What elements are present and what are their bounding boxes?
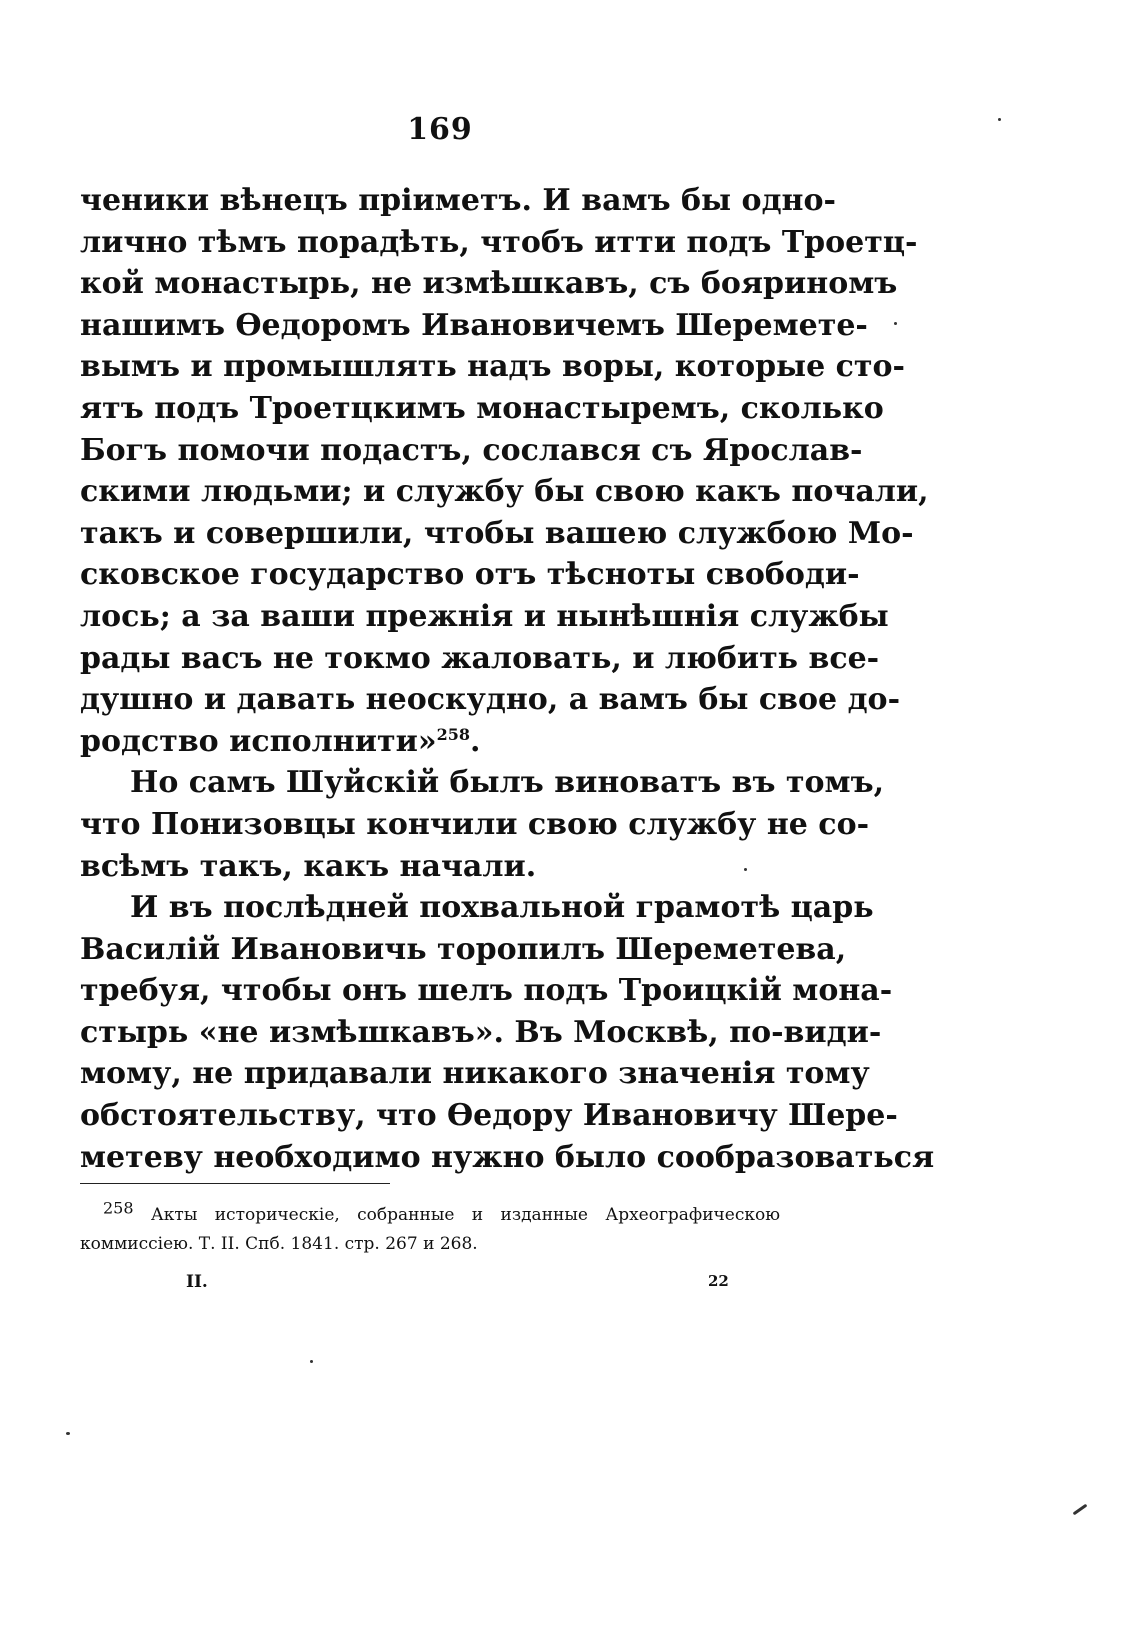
text-line: всѣмъ такъ, какъ начали. bbox=[80, 848, 537, 884]
scan-speck bbox=[744, 868, 747, 871]
text-line: мому, не придавали никакого значенія тому bbox=[80, 1056, 870, 1092]
footnote-number: 258 bbox=[103, 1198, 134, 1218]
text-line: Богъ помочи подастъ, сослався съ Ярослав- bbox=[80, 432, 863, 468]
footnote-text: Акты историческіе, собранные и изданные Археографическою bbox=[150, 1205, 780, 1225]
footnote-reference: 258 bbox=[436, 724, 470, 744]
paragraph-start-line: Но самъ Шуйскій былъ виноватъ въ томъ, bbox=[130, 765, 885, 801]
text-line: что Понизовцы кончили свою службу не со- bbox=[80, 806, 870, 842]
text-line: такъ и совершили, чтобы вашею службою Мо- bbox=[80, 515, 914, 551]
paragraph-start-line: И въ послѣдней похвальной грамотѣ царь bbox=[130, 890, 874, 926]
footnote-divider bbox=[80, 1183, 390, 1184]
text-line-tail: . bbox=[469, 723, 481, 759]
scan-speck bbox=[66, 1432, 70, 1435]
text-line: лось; а за ваши прежнія и нынѣшнія службы bbox=[80, 598, 889, 634]
text-line: метеву необходимо нужно было сообразоваться bbox=[80, 1139, 935, 1175]
scan-speck bbox=[1073, 1504, 1088, 1516]
text-line: сковское государство отъ тѣсноты свободи- bbox=[80, 557, 860, 593]
signature-mark-volume: II. bbox=[186, 1272, 208, 1292]
scan-speck bbox=[310, 1360, 313, 1363]
text-line: рады васъ не токмо жаловать, и любить все- bbox=[80, 640, 880, 676]
text-line: требуя, чтобы онъ шелъ подъ Троицкій мона- bbox=[80, 973, 893, 1009]
scan-speck bbox=[894, 322, 897, 325]
text-line: вымъ и промышлять надъ воры, которые сто- bbox=[80, 349, 905, 385]
text-line: Василій Ивановичь торопилъ Шереметева, bbox=[80, 931, 847, 967]
text-line: обстоятельству, что Ѳедору Ивановичу Шере- bbox=[80, 1098, 898, 1134]
text-line: скими людьми; и службу бы свою какъ почали, bbox=[80, 474, 929, 510]
main-text bbox=[80, 180, 935, 1178]
page-number: 169 bbox=[407, 112, 473, 147]
scan-speck bbox=[998, 118, 1001, 121]
text-line-with-footnote bbox=[80, 721, 780, 763]
text-line: нашимъ Ѳедоромъ Ивановичемъ Шереметe- bbox=[80, 307, 868, 343]
text-line: душно и давать неоскудно, а вамъ бы свое до- bbox=[80, 682, 901, 718]
signature-mark-sheet: 22 bbox=[708, 1272, 729, 1290]
text-line-content: родство исполнити» bbox=[80, 723, 437, 759]
footnote-line: коммиссіею. Т. II. Спб. 1841. стр. 267 и 268. bbox=[80, 1234, 478, 1254]
text-line: ятъ подъ Троетцкимъ монастыремъ, сколько bbox=[80, 390, 884, 426]
footnote-line bbox=[80, 1198, 780, 1230]
footnote bbox=[80, 1198, 780, 1259]
text-line: лично тѣмъ порадѣть, чтобъ итти подъ Троетц- bbox=[80, 224, 918, 260]
text-line: ченики вѣнецъ пріиметъ. И вамъ бы одно- bbox=[80, 183, 836, 218]
text-line: стырь «не измѣшкавъ». Въ Москвѣ, по-види- bbox=[80, 1014, 882, 1050]
text-line: кой монастырь, не измѣшкавъ, съ бояриномъ bbox=[80, 266, 898, 302]
